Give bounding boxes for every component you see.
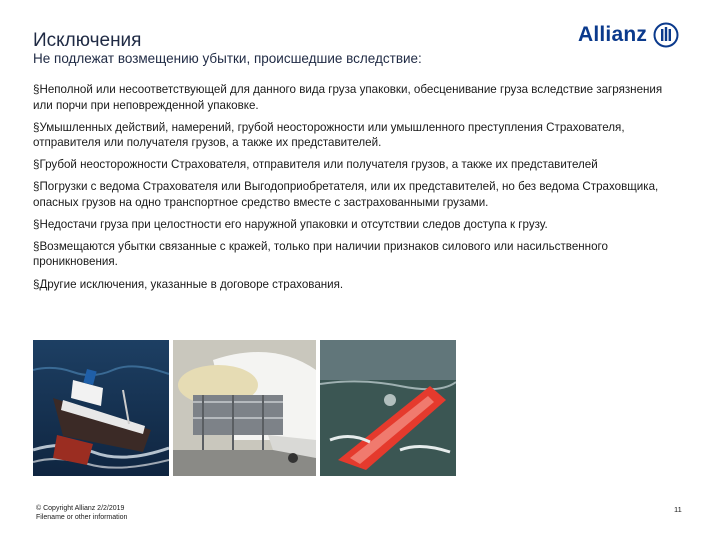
cargo-plane-loading-photo bbox=[173, 340, 316, 476]
logo-text: Allianz bbox=[578, 23, 648, 46]
sinking-ship-photo bbox=[33, 340, 169, 476]
page-number: 11 bbox=[674, 505, 682, 514]
exclusions-list bbox=[33, 82, 683, 299]
list-item: §Другие исключения, указанные в договоре страхования. bbox=[33, 277, 344, 291]
slide-subtitle: Не подлежат возмещению убытки, происшедшие вследствие: bbox=[33, 51, 422, 66]
allianz-logo bbox=[578, 22, 679, 48]
filename-text: Filename or other information bbox=[36, 513, 128, 521]
photo-strip bbox=[33, 340, 456, 476]
allianz-eagle-icon bbox=[653, 22, 679, 48]
list-item: §Возмещаются убытки связанные с кражей, только при наличии признаков силового или насильственного проникновения. bbox=[33, 239, 608, 269]
capsized-vessel-photo bbox=[320, 340, 456, 476]
footer bbox=[36, 505, 127, 522]
list-item: §Умышленных действий, намерений, грубой неосторожности или умышленного преступления Страхователя, отправителя или получателя грузов, а также их представителей. bbox=[33, 120, 625, 150]
list-item: §Неполной или несоответствующей для данного вида груза упаковки, обесценивание груза вследствие загрязнения или порчи при неповрежденной упаковке. bbox=[33, 83, 663, 112]
slide-title: Исключения bbox=[33, 30, 142, 51]
list-item: §Недостачи груза при целостности его наружной упаковки и отсутствии следов доступа к грузу. bbox=[33, 217, 548, 231]
list-item: §Погрузки с ведома Страхователя или Выгодоприобретателя, или их представителей, но без ведома Страховщика, опасных грузов на одно транспортное средство вместе с застрахованными грузами. bbox=[33, 180, 659, 209]
copyright-text: © Copyright Allianz 2/2/2019 bbox=[36, 505, 125, 512]
list-item: §Грубой неосторожности Страхователя, отправителя или получателя грузов, а также их представителей bbox=[33, 158, 598, 172]
